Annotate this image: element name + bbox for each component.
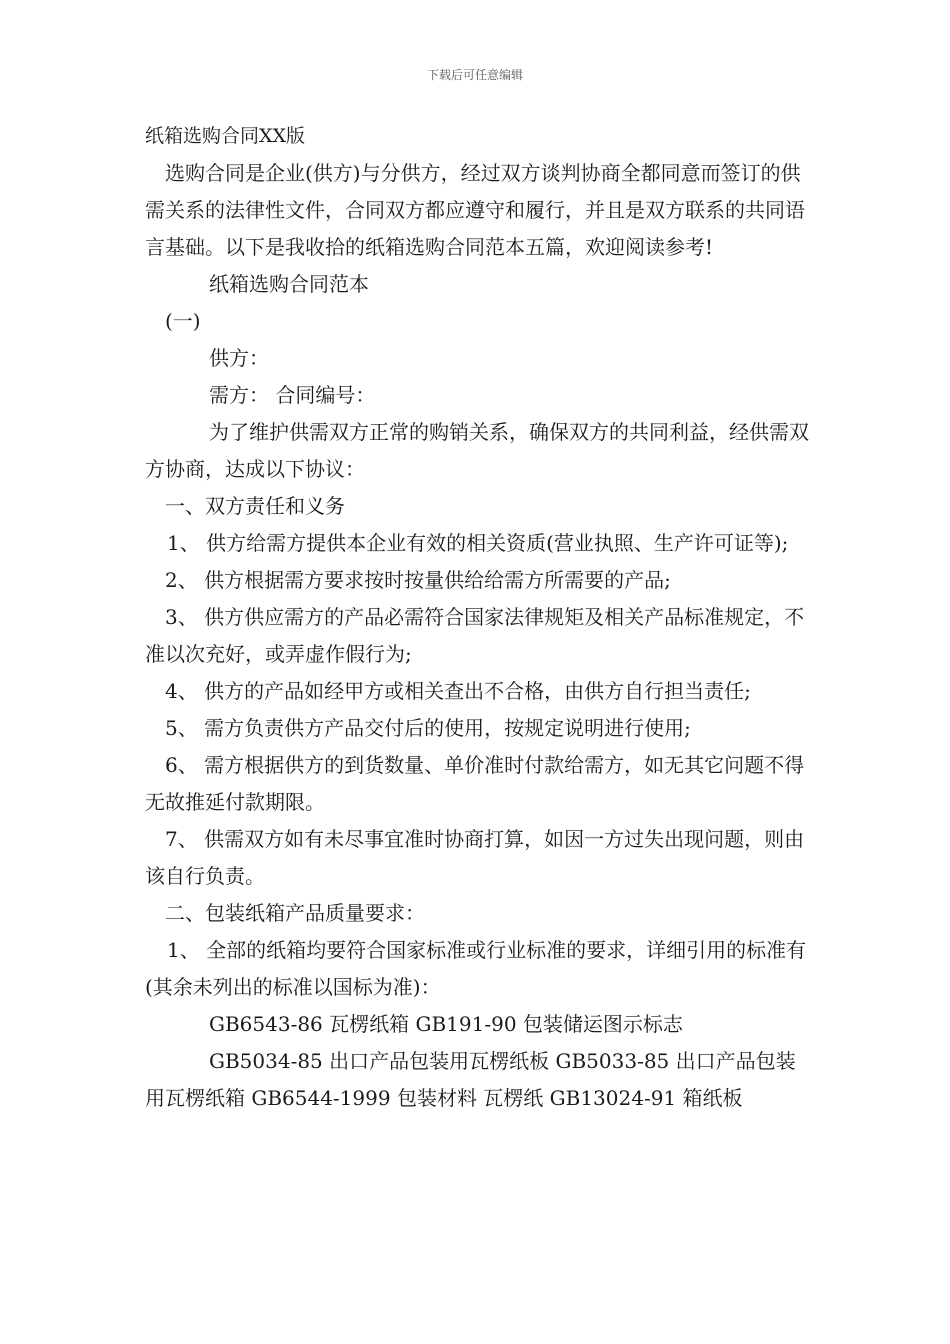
contract-subtitle: 纸箱选购合同范本 [209, 272, 369, 296]
preamble-paragraph: 为了维护供需双方正常的购销关系，确保双方的共同利益，经供需双方协商，达成以下协议： [145, 420, 809, 481]
standards-line: GB6543-86 瓦楞纸箱 GB191-90 包装储运图示标志 [209, 1012, 683, 1036]
clause-item: 1、 供方给需方提供本企业有效的相关资质(营业执照、生产许可证等); [167, 531, 789, 555]
clause-item: 5、 需方负责供方产品交付后的使用，按规定说明进行使用; [165, 716, 691, 740]
document-title: 纸箱选购合同XX版 [145, 125, 306, 147]
intro-paragraph: 选购合同是企业(供方)与分供方，经过双方谈判协商全都同意而签订的供需关系的法律性文件，合同双方都应遵守和履行，并且是双方联系的共同语言基础。以下是我收拾的纸箱选购合同范本五篇，欢迎阅读参考! [145, 161, 805, 259]
clause-item: 1、 全部的纸箱均要符合国家标准或行业标准的要求，详细引用的标准有(其余未列出的标准以国标为准)： [145, 938, 807, 999]
clause-item: 6、 需方根据供方的到货数量、单价准时付款给需方，如无其它问题不得无故推延付款期限。 [145, 753, 805, 814]
clause-item: 4、 供方的产品如经甲方或相关查出不合格，由供方自行担当责任; [165, 679, 751, 703]
page-header: 下载后可任意编辑 [426, 68, 523, 82]
document-body [145, 118, 813, 1117]
part-number: (一) [165, 309, 201, 333]
supplier-line: 供方： [209, 346, 269, 370]
clause-item: 2、 供方根据需方要求按时按量供给给需方所需要的产品; [165, 568, 671, 592]
clause-item: 7、 供需双方如有未尽事宜准时协商打算，如因一方过失出现问题，则由该自行负责。 [145, 827, 805, 888]
standards-line: GB5034-85 出口产品包装用瓦楞纸板 GB5033-85 出口产品包装用瓦楞纸箱 GB6544-1999 包装材料 瓦楞纸 GB13024-91 箱纸板 [145, 1049, 796, 1110]
clause-item: 3、 供方供应需方的产品必需符合国家法律规矩及相关产品标准规定，不准以次充好，或弄虚作假行为; [145, 605, 805, 666]
section-heading: 一、双方责任和义务 [165, 494, 345, 518]
section-heading: 二、包装纸箱产品质量要求： [165, 901, 425, 925]
buyer-line: 需方： 合同编号： [209, 383, 376, 407]
